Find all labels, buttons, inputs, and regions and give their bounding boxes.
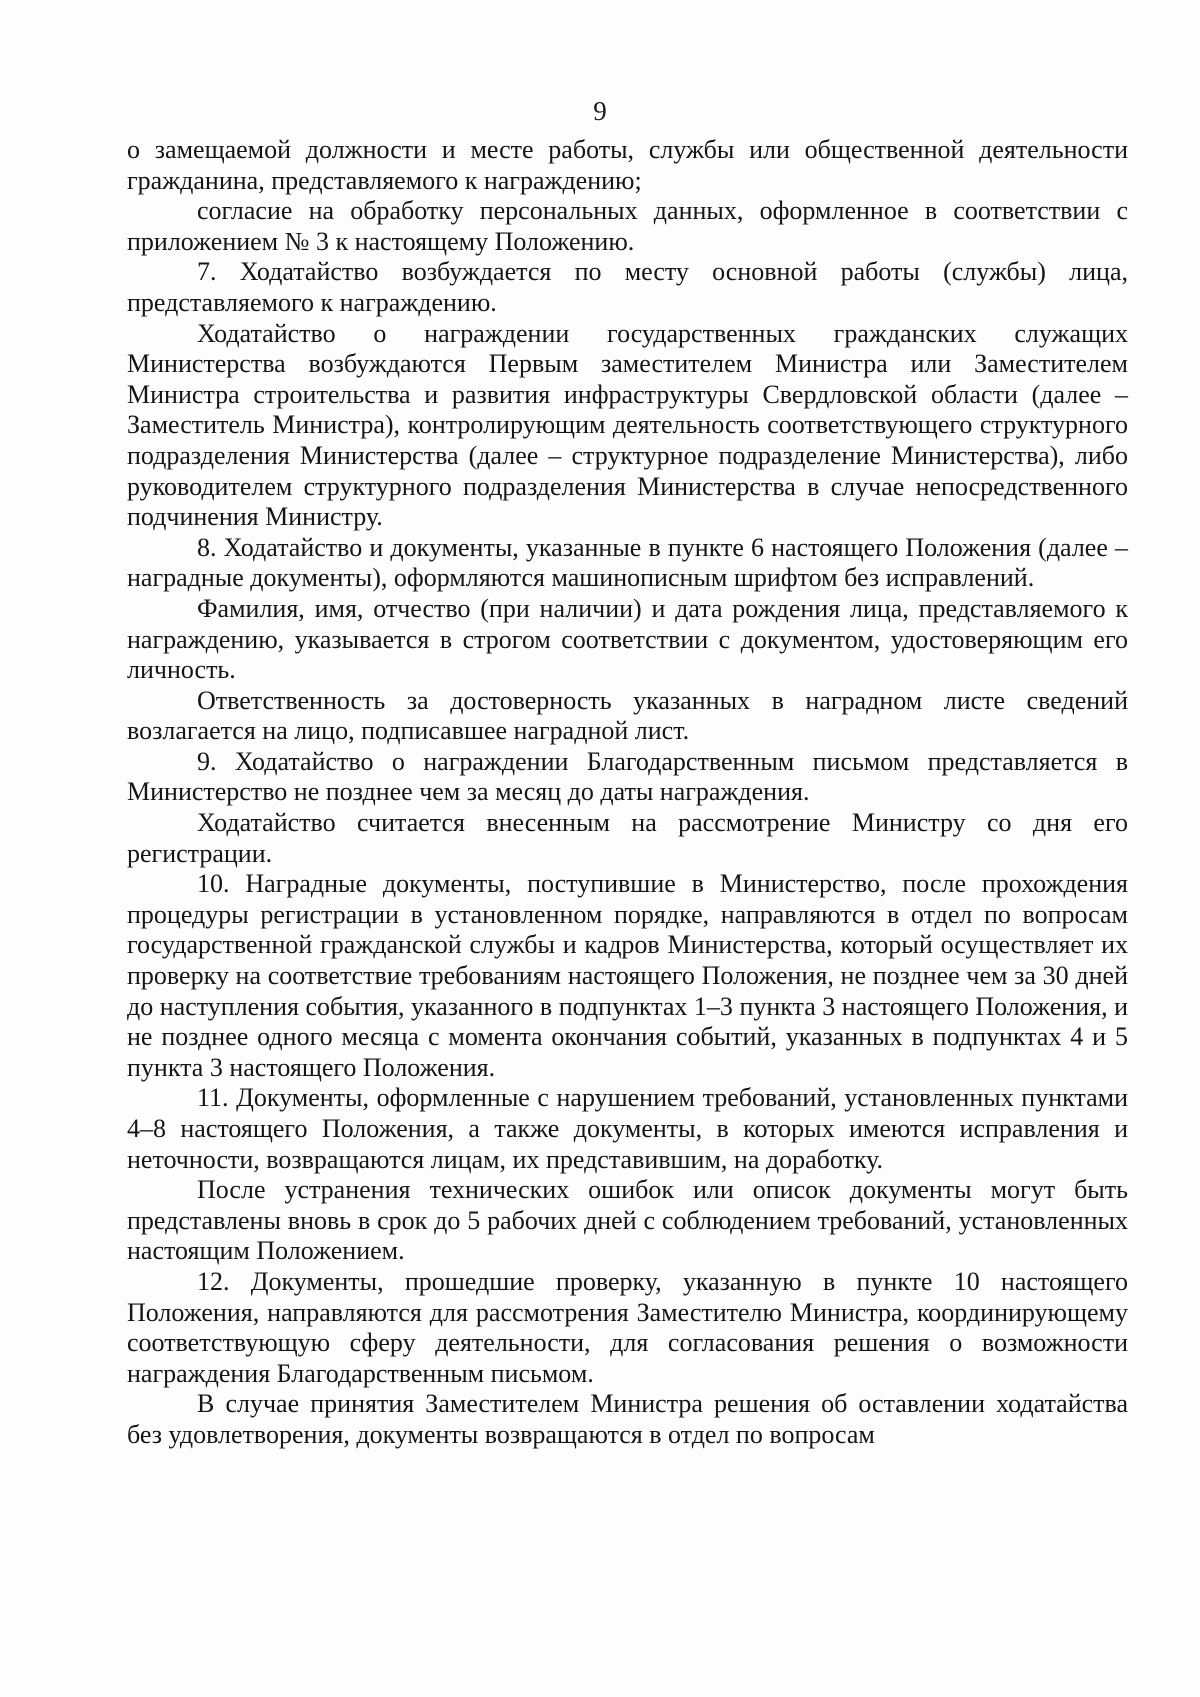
document-body — [127, 135, 1128, 1451]
paragraph-clause-12-rejection: В случае принятия Заместителем Министра решения об оставлении ходатайства без удовлетворения, документы возвращаются в отдел по вопросам — [127, 1389, 1128, 1449]
paragraph-clause-11-resubmit: После устранения технических ошибок или описок документы могут быть представлены вновь в срок до 5 рабочих дней с соблюдением требований, установленных настоящим Положением. — [127, 1175, 1128, 1266]
paragraph-clause-12: 12. Документы, прошедшие проверку, указанную в пункте 10 настоящего Положения, направляются для рассмотрения Заместителю Министра, координирующему соответствующую сферу деятельности, для согласования решения о возможности награждения Благодарственным письмом. — [127, 1266, 1128, 1388]
paragraph-clause-7-servants: Ходатайство о награждении государственных гражданских служащих Министерства возбуждаются Первым заместителем Министра или Заместителем Министра строительства и развития инфраструктуры Свердловской области (далее – Заместитель Министра), контролирующим деятельность соответствующего структурного подразделения Министерства (далее – структурное подразделение Министерства), либо руководителем структурного подразделения Министерства в случае непосредственного подчинения Министру. — [127, 318, 1128, 532]
paragraph-clause-11: 11. Документы, оформленные с нарушением требований, установленных пунктами 4–8 настоящего Положения, а также документы, в которых имеются исправления и неточности, возвращаются лицам, их представившим, на доработку. — [127, 1083, 1128, 1174]
paragraph-clause-7: 7. Ходатайство возбуждается по месту основной работы (службы) лица, представляемого к награждению. — [127, 257, 1128, 317]
paragraph-continuation: о замещаемой должности и месте работы, службы или общественной деятельности гражданина, представляемого к награждению; — [127, 135, 1128, 195]
paragraph-clause-9: 9. Ходатайство о награждении Благодарственным письмом представляется в Министерство не позднее чем за месяц до даты награждения. — [127, 746, 1128, 807]
paragraph-clause-10: 10. Наградные документы, поступившие в Министерство, после прохождения процедуры регистрации в установленном порядке, направляются в отдел по вопросам государственной гражданской службы и кадров Министерства, который осуществляет их проверку на соответствие требованиям настоящего Положения, не позднее чем за 30 дней до наступления события, указанного в подпунктах 1–3 пункта 3 настоящего Положения, и не позднее одного месяца с момента окончания событий, указанных в подпунктах 4 и 5 пункта 3 настоящего Положения. — [127, 869, 1128, 1082]
page-number: 9 — [593, 96, 607, 126]
paragraph-consent: согласие на обработку персональных данных, оформленное в соответствии с приложением № 3 к настоящему Положению. — [127, 196, 1128, 256]
paragraph-clause-8-name: Фамилия, имя, отчество (при наличии) и дата рождения лица, представляемого к награждению, указывается в строгом соответствии с документом, удостоверяющим его личность. — [127, 593, 1128, 685]
paragraph-clause-9-registration: Ходатайство считается внесенным на рассмотрение Министру со дня его регистрации. — [127, 808, 1128, 868]
paragraph-clause-8-responsibility: Ответственность за достоверность указанных в наградном листе сведений возлагается на лицо, подписавшее наградной лист. — [127, 685, 1128, 746]
paragraph-clause-8: 8. Ходатайство и документы, указанные в пункте 6 настоящего Положения (далее – наградные документы), оформляются машинописным шрифтом без исправлений. — [127, 532, 1128, 593]
